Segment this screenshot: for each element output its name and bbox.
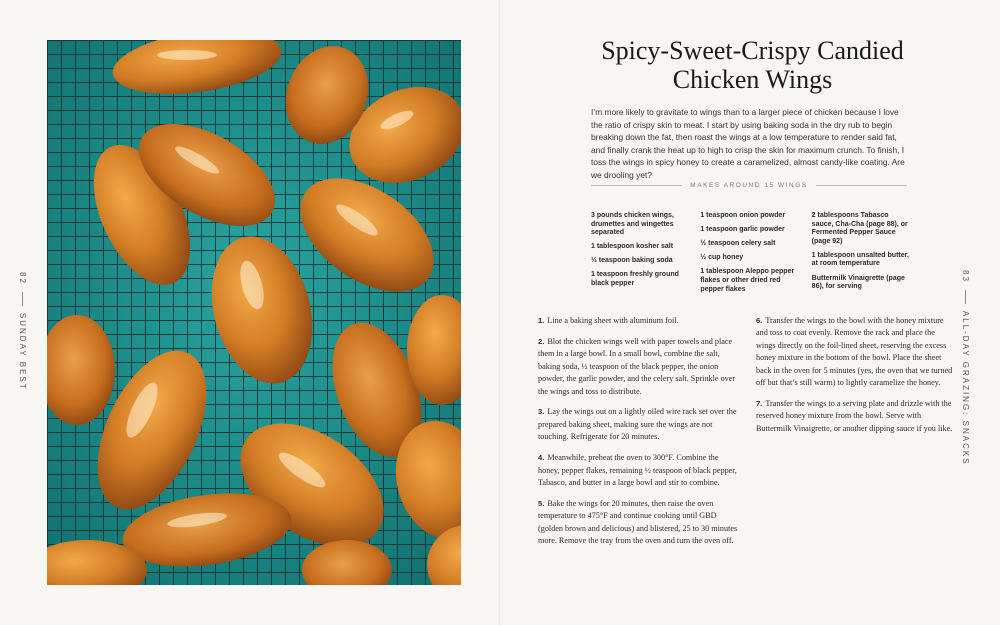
ingredient: 2 tablespoons Tabasco sauce, Cha-Cha (page 88), or Fermented Pepper Sauce (page 92) [811, 212, 908, 245]
step-text: Meanwhile, preheat the oven to 300°F. Combine the honey, pepper flakes, remaining ½ teaspoon of black pepper, Tabasco, and butter in a large bowl and stir to combine. [538, 453, 737, 487]
ingredients-list [591, 212, 911, 300]
yield-rule-right [816, 185, 907, 186]
step-7 [756, 398, 956, 435]
step-text: Blot the chicken wings well with paper towels and place them in a large bowl. In a small bowl, combine the salt, baking soda, ½ teaspoon of the black pepper, the onion powder, the garlic powder, and the celery salt. Sprinkle over the wings and toss to distribute. [538, 336, 736, 396]
ingredient: 1 tablespoon unsalted butter, at room temperature [811, 251, 909, 268]
step-number: 5. [538, 498, 545, 508]
ingredient: 1 tablespoon Aleppo pepper flakes or other dried red pepper flakes [700, 268, 795, 293]
right-section-name: ALL-DAY GRAZING: SNACKS [961, 310, 970, 466]
step-text: Bake the wings for 20 minutes, then raise the oven temperature to 475°F and continue cooking until GBD (golden brown and delicious) and blistered, 25 to 30 minutes more. Remove the tray from the oven and turn the oven off. [538, 498, 738, 546]
recipe-yield: MAKES AROUND 15 WINGS [690, 181, 808, 189]
steps-column-1 [538, 315, 738, 556]
ingredient: Buttermilk Vinaigrette (page 86), for serving [811, 274, 905, 291]
page-gutter [499, 0, 501, 625]
step-text: Line a baking sheet with aluminum foil. [547, 316, 679, 325]
step-number: 3. [538, 407, 545, 417]
right-page-number: 83 [961, 270, 970, 283]
ingredients-column-3 [812, 212, 911, 300]
step-3 [538, 406, 738, 443]
recipe-title-line-2: Chicken Wings [672, 65, 833, 94]
folio-divider [965, 290, 966, 304]
ingredient: 1 tablespoon kosher salt [591, 243, 674, 251]
recipe-intro: I’m more likely to gravitate to wings than to a larger piece of chicken because I love the ratio of crispy skin to meat. I start by using baking soda in the dry rub to begin breaking down the fat, then roast the wings at a low temperature to render said fat, and finally crank the heat up to high to crisp the skin for maximum crunch. To finish, I toss the wings in spicy honey to create a caramelized, almost candy-like coating. Are we drooling yet? [591, 107, 905, 180]
ingredient: 3 pounds chicken wings, drumettes and wingettes separated [591, 212, 674, 237]
left-folio [18, 272, 27, 391]
step-2 [538, 336, 738, 398]
steps-column-2 [756, 315, 956, 556]
recipe-title-line-1: Spicy-Sweet-Crispy Candied [601, 36, 904, 65]
step-text: Transfer the wings to a serving plate and drizzle with the reserved honey mixture from the bowl. Serve with Buttermilk Vinaigrette, or another dipping sauce if you like. [756, 398, 953, 433]
step-number: 4. [538, 453, 545, 463]
ingredient: ½ teaspoon baking soda [591, 257, 673, 265]
step-6 [756, 315, 956, 389]
yield-rule-left [591, 185, 682, 186]
folio-divider [22, 292, 23, 306]
step-4 [538, 452, 738, 489]
ingredients-column-1 [591, 212, 688, 300]
step-number: 2. [538, 336, 545, 346]
ingredient: 1 teaspoon onion powder [700, 212, 786, 219]
chicken-wings-photo [47, 40, 461, 585]
ingredients-column-2 [700, 212, 799, 300]
method-steps [538, 315, 958, 556]
step-1 [538, 315, 738, 327]
step-number: 1. [538, 316, 545, 325]
recipe-title [560, 36, 945, 94]
step-text: Transfer the wings to the bowl with the honey mixture and toss to coat evenly. Remove the rack and place the wings directly on the foil-lined sheet, reserving the excess honey mixture in the bottom of the bowl. Place the sheet back in the oven for 5 minutes (yes, the oven that we turned off but that’s still warm) to lightly caramelize the honey. [756, 316, 953, 388]
ingredient: 1 teaspoon freshly ground black pepper [591, 271, 679, 288]
left-section-name: SUNDAY BEST [18, 312, 27, 391]
yield-row [591, 178, 907, 192]
step-5 [538, 498, 738, 548]
ingredient: ½ cup honey [700, 254, 744, 262]
step-number: 6. [756, 316, 763, 325]
step-text: Lay the wings out on a lightly oiled wire rack set over the prepared baking sheet, making sure the wings are not touching. Refrigerate for 20 minutes. [538, 407, 737, 442]
step-number: 7. [756, 398, 763, 408]
ingredient: 1 teaspoon garlic powder [700, 226, 785, 234]
right-folio [961, 270, 970, 466]
left-page-number: 82 [18, 272, 27, 285]
ingredient: ½ teaspoon celery salt [700, 240, 776, 248]
